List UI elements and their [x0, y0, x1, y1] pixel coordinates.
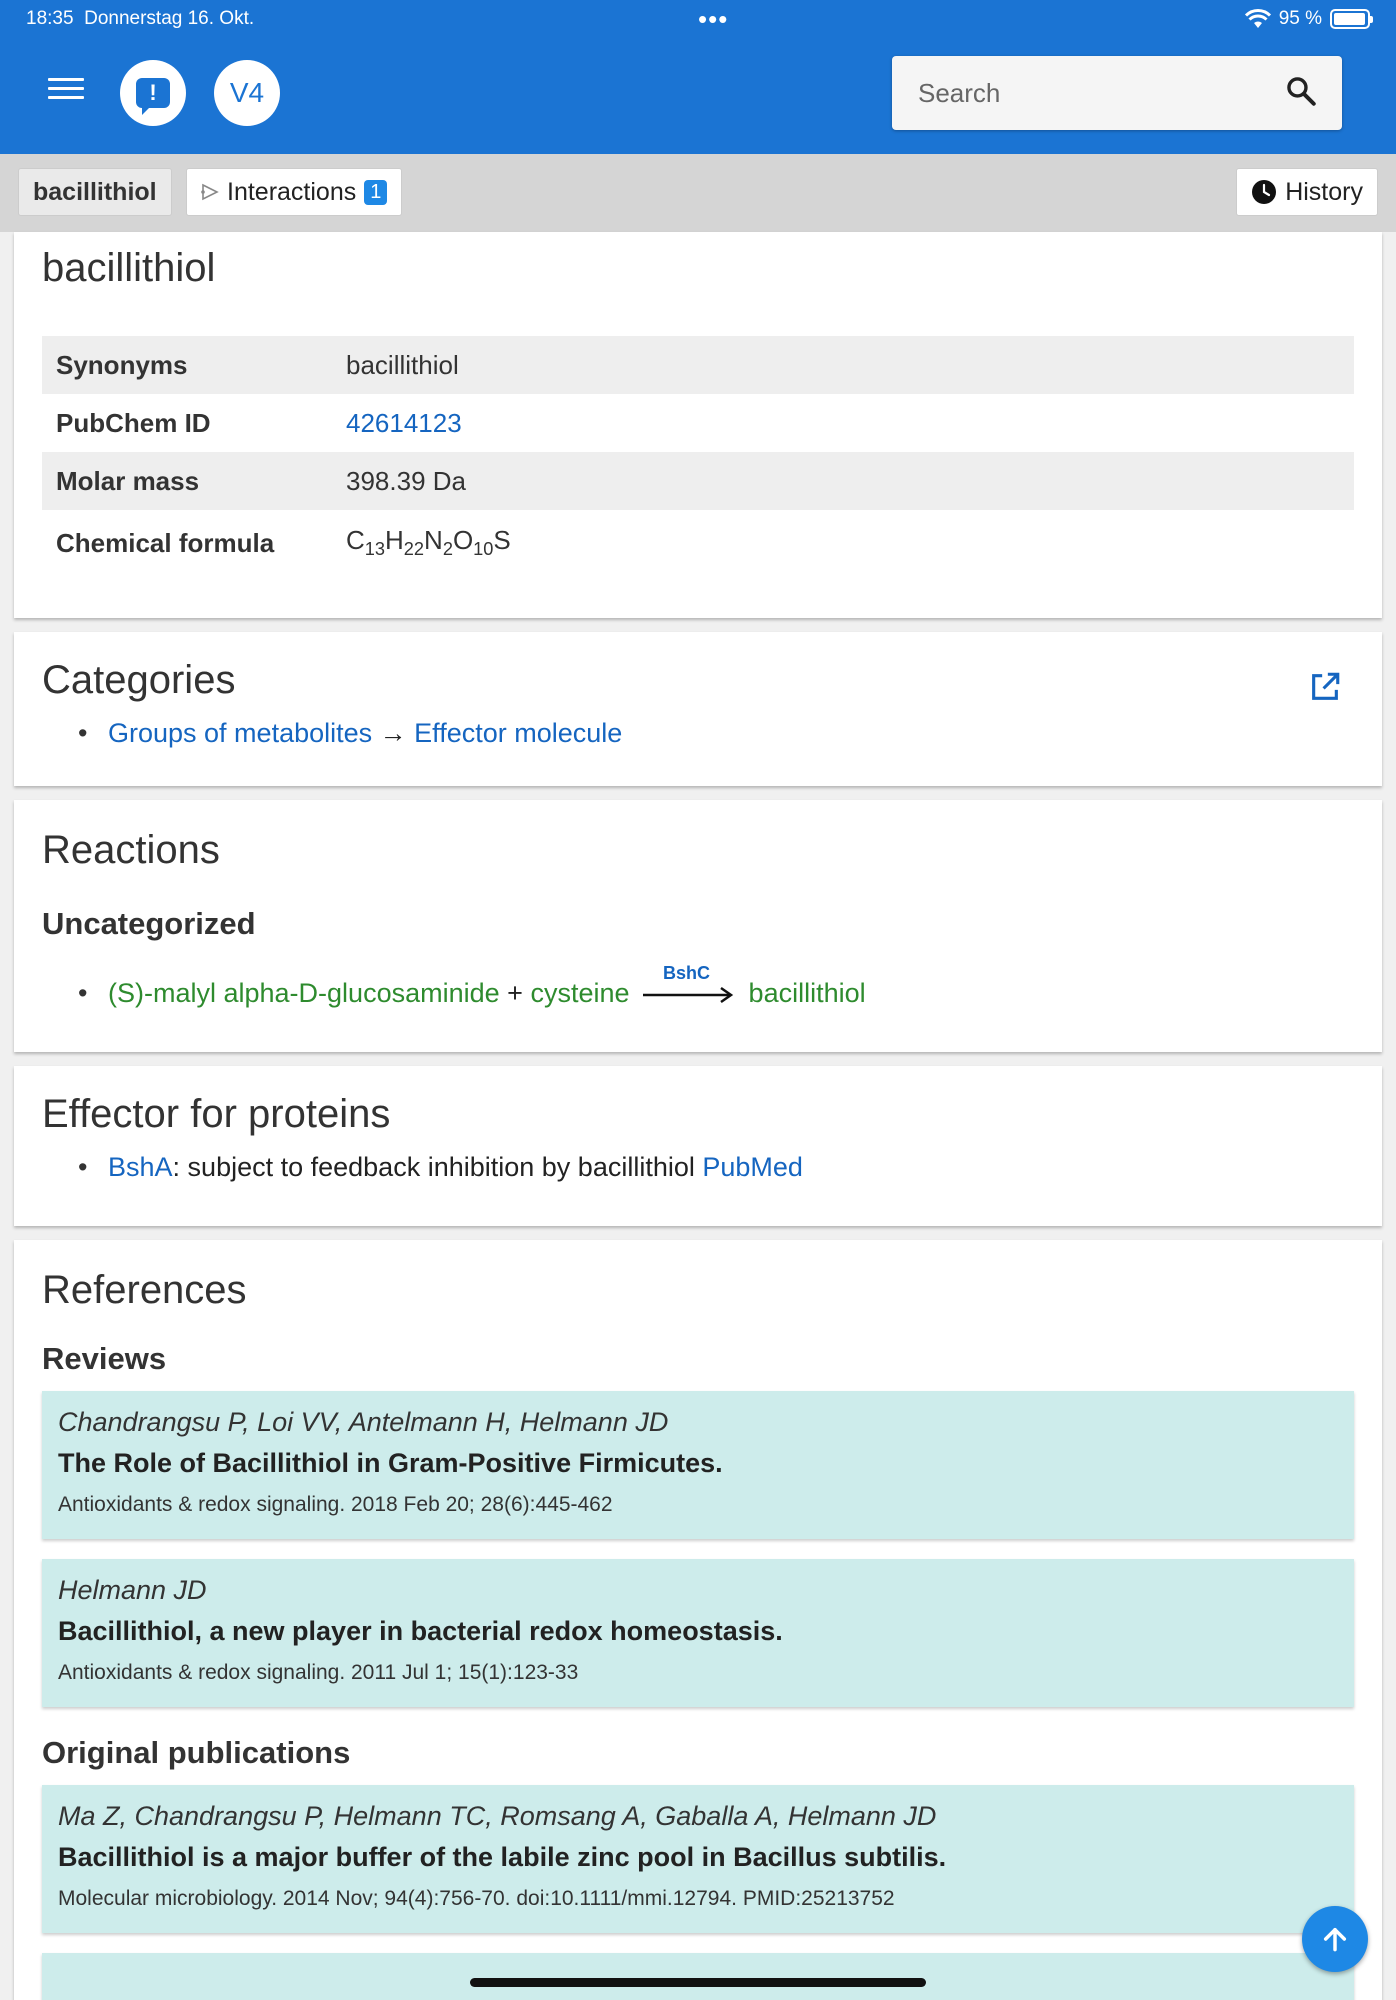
- enzyme-link[interactable]: BshC: [663, 962, 711, 983]
- home-indicator: [470, 1978, 926, 1987]
- reference-item[interactable]: [42, 1391, 1354, 1539]
- reference-authors: Chandrangsu P, Loi VV, Antelmann H, Helmann JD: [58, 1407, 669, 1437]
- pubchem-link[interactable]: 42614123: [346, 407, 462, 438]
- substrate-link[interactable]: (S)-malyl alpha-D-glucosaminide: [108, 978, 500, 1008]
- version-label: V4: [229, 77, 265, 108]
- reference-citation: Antioxidants & redox signaling. 2018 Feb 20; 28(6):445-462: [58, 1493, 613, 1516]
- reference-title: Bacillithiol is a major buffer of the labile zinc pool in Bacillus subtilis.: [58, 1842, 947, 1872]
- feedback-icon: !: [136, 78, 170, 108]
- status-right: [1245, 8, 1370, 30]
- molar-mass-label: Molar mass: [42, 452, 332, 510]
- table-row: [42, 452, 1354, 510]
- search-icon[interactable]: [1284, 74, 1318, 108]
- reactions-list: [42, 962, 1354, 1009]
- effector-card: [14, 1066, 1382, 1226]
- table-row: [42, 510, 1354, 576]
- wifi-icon: [1245, 9, 1271, 29]
- scroll-to-top-button[interactable]: [1302, 1906, 1368, 1972]
- effector-text: : subject to feedback inhibition by bacillithiol: [172, 1152, 703, 1182]
- open-external-icon[interactable]: [1308, 670, 1342, 704]
- reference-title: The Role of Bacillithiol in Gram-Positive Firmicutes.: [58, 1448, 723, 1478]
- clock-icon: [1251, 179, 1277, 205]
- compound-card: [14, 232, 1382, 618]
- main-content: [14, 232, 1382, 2000]
- category-parent-link[interactable]: Groups of metabolites: [108, 718, 373, 748]
- tab-interactions-label: Interactions: [227, 177, 357, 206]
- history-button[interactable]: [1236, 168, 1378, 216]
- categories-title[interactable]: Categories: [42, 658, 236, 702]
- synonyms-label: Synonyms: [42, 336, 332, 394]
- page-title: bacillithiol: [42, 246, 216, 290]
- battery-icon: [1330, 9, 1370, 29]
- tab-interactions[interactable]: [186, 168, 402, 216]
- protein-link[interactable]: BshA: [108, 1152, 173, 1182]
- category-child-link[interactable]: Effector molecule: [414, 718, 623, 748]
- arrow-up-icon: [1319, 1923, 1351, 1955]
- reactions-card: [14, 800, 1382, 1052]
- reactions-subtitle: Uncategorized: [42, 906, 256, 941]
- reaction-arrow-icon: [643, 983, 735, 1007]
- reviews-title: Reviews: [42, 1341, 167, 1376]
- table-row: [42, 336, 1354, 394]
- app-bar: [0, 0, 1396, 154]
- pubchem-label: PubChem ID: [56, 407, 211, 438]
- reference-authors: Ma Z, Chandrangsu P, Helmann TC, Romsang A, Gaballa A, Helmann JD: [58, 1801, 937, 1831]
- reference-title: Bacillithiol, a new player in bacterial redox homeostasis.: [58, 1616, 783, 1646]
- effector-list: [42, 1152, 1354, 1183]
- menu-icon[interactable]: [48, 78, 84, 106]
- product-link[interactable]: bacillithiol: [748, 978, 866, 1008]
- reaction-plus: +: [507, 978, 523, 1008]
- interactions-icon: [201, 183, 219, 201]
- category-arrow: →: [379, 718, 407, 748]
- reference-citation: Molecular microbiology. 2014 Nov; 94(4):756-70. doi:10.1111/mmi.12794. PMID:25213752: [58, 1887, 895, 1910]
- tab-bacillithiol[interactable]: bacillithiol: [18, 168, 172, 216]
- reaction-arrow: [643, 962, 735, 1007]
- references-title: References: [42, 1268, 247, 1312]
- reference-item[interactable]: [42, 1559, 1354, 1707]
- effector-title: Effector for proteins: [42, 1092, 391, 1136]
- list-item: [42, 1152, 1354, 1183]
- reference-item-partial[interactable]: [42, 1953, 1354, 2000]
- molar-mass-value: 398.39 Da: [332, 452, 1354, 510]
- version-button[interactable]: [214, 60, 280, 126]
- battery-percent: 95 %: [1278, 8, 1322, 29]
- list-item: [42, 962, 1354, 1009]
- table-row: [42, 394, 1354, 452]
- pubmed-link[interactable]: PubMed: [702, 1152, 803, 1182]
- history-label: History: [1285, 177, 1363, 206]
- interactions-count-badge: 1: [364, 180, 387, 205]
- reference-item[interactable]: [42, 1785, 1354, 1933]
- categories-card: [14, 632, 1382, 786]
- properties-table: [42, 336, 1354, 576]
- reference-authors: Helmann JD: [58, 1575, 207, 1605]
- list-item: [42, 718, 1354, 749]
- formula-value: $C_{13}H_{22}N_2O_{10}S$: [346, 525, 511, 560]
- status-bar: [26, 4, 1370, 34]
- feedback-button[interactable]: [120, 60, 186, 126]
- reference-citation: Antioxidants & redox signaling. 2011 Jul 1; 15(1):123-33: [58, 1661, 579, 1684]
- search-box: [892, 56, 1342, 130]
- references-card: [14, 1240, 1382, 2000]
- status-time: 18:35 Donnerstag 16. Okt.: [26, 8, 255, 29]
- formula-label: Chemical formula: [56, 527, 275, 558]
- substrate-link[interactable]: cysteine: [530, 978, 630, 1008]
- reactions-title: Reactions: [42, 828, 220, 872]
- categories-list: [42, 718, 1354, 749]
- tab-bar: [0, 154, 1396, 232]
- original-publications-title: Original publications: [42, 1735, 351, 1770]
- search-input[interactable]: [918, 56, 1278, 130]
- multitask-dots[interactable]: •••: [698, 4, 729, 34]
- synonyms-value: bacillithiol: [332, 336, 1354, 394]
